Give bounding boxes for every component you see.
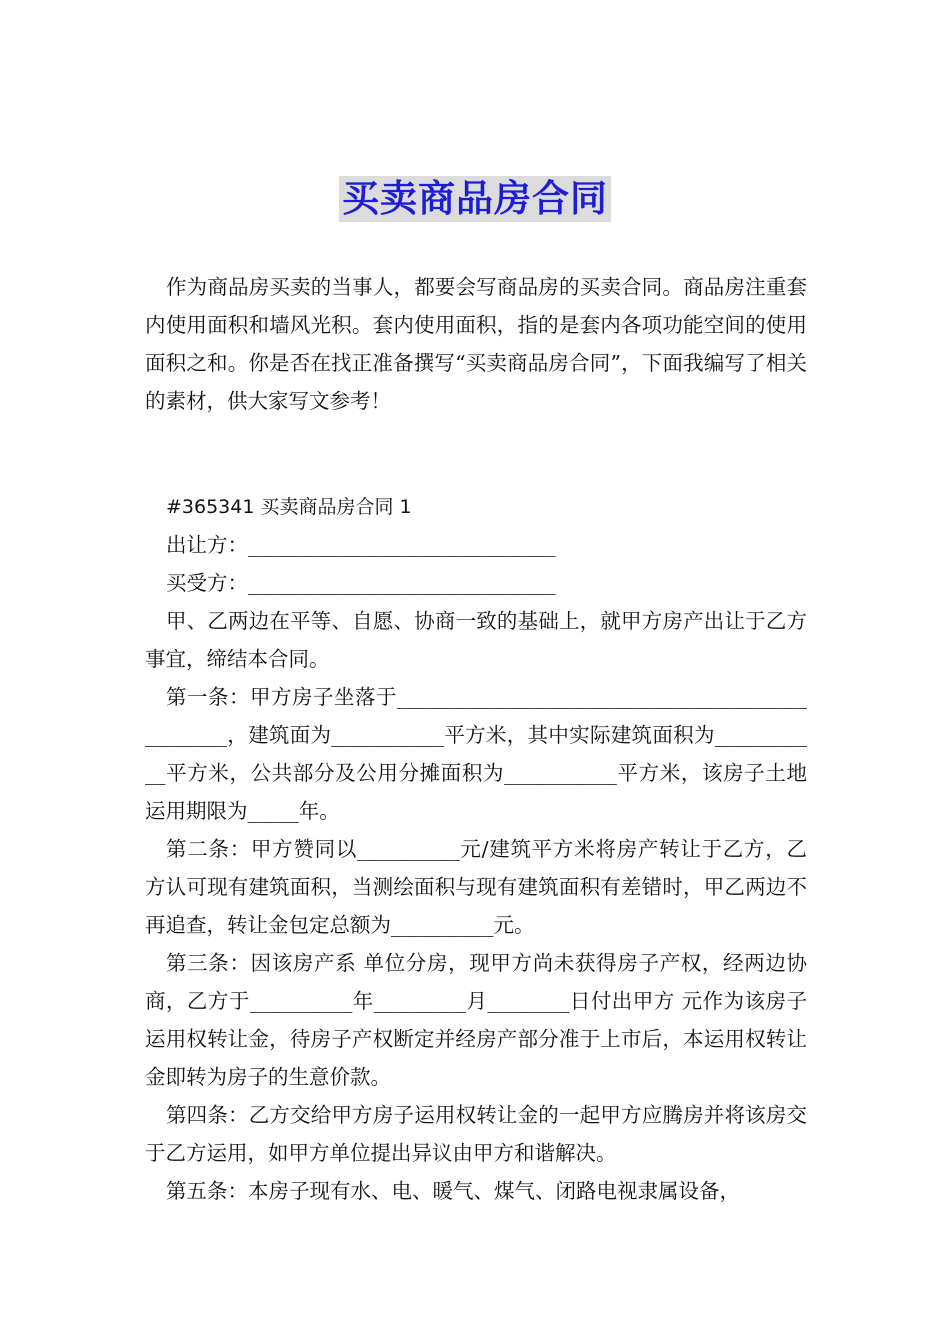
contract-heading: #365341 买卖商品房合同 1 <box>166 496 412 518</box>
intro-paragraph: 作为商品房买卖的当事人，都要会写商品房的买卖合同。商品房注重套内使用面积和墙风光积。套内使用面积，指的是套内各项功能空间的使用面积之和。你是否在找正准备撰写“买卖商品房合同”，下面我编写了相关的素材，供大家写文参考！ <box>145 275 807 413</box>
buyer-line: 买受方：______________________________ <box>166 571 556 595</box>
article-4: 第四条：乙方交给甲方房子运用权转让金的一起甲方应腾房并将该房交于乙方运用，如甲方单位提出异议由甲方和谐解决。 <box>145 1103 807 1165</box>
seller-line: 出让方：______________________________ <box>166 533 556 557</box>
article-3: 第三条：因该房产系 单位分房，现甲方尚未获得房子产权，经两边协商，乙方于__________年_________月________日付出甲方 元作为该房子运用权转让金，待房子产权断定并经房产部分准于上市后，本运用权转让金即转为房子的生意价款。 <box>145 951 807 1089</box>
contract-body <box>145 488 807 1210</box>
article-1: 第一条：甲方房子坐落于________________________________________________，建筑面为___________平方米，其中实际建筑面积为___________平方米，公共部分及公用分摊面积为___________平方米，该房子土地运用期限为_____年。 <box>145 685 807 823</box>
article-5: 第五条：本房子现有水、电、暖气、煤气、闭路电视隶属设备， <box>166 1179 740 1203</box>
document-title: 买卖商品房合同 <box>339 176 611 222</box>
article-2: 第二条：甲方赞同以__________元/建筑平方米将房产转让于乙方，乙方认可现有建筑面积，当测绘面积与现有建筑面积有差错时，甲乙两边不再追查，转让金包定总额为__________元。 <box>145 837 807 937</box>
preamble-paragraph: 甲、乙两边在平等、自愿、协商一致的基础上，就甲方房产出让于乙方事宜，缔结本合同。 <box>145 609 807 671</box>
title-container <box>0 176 950 222</box>
